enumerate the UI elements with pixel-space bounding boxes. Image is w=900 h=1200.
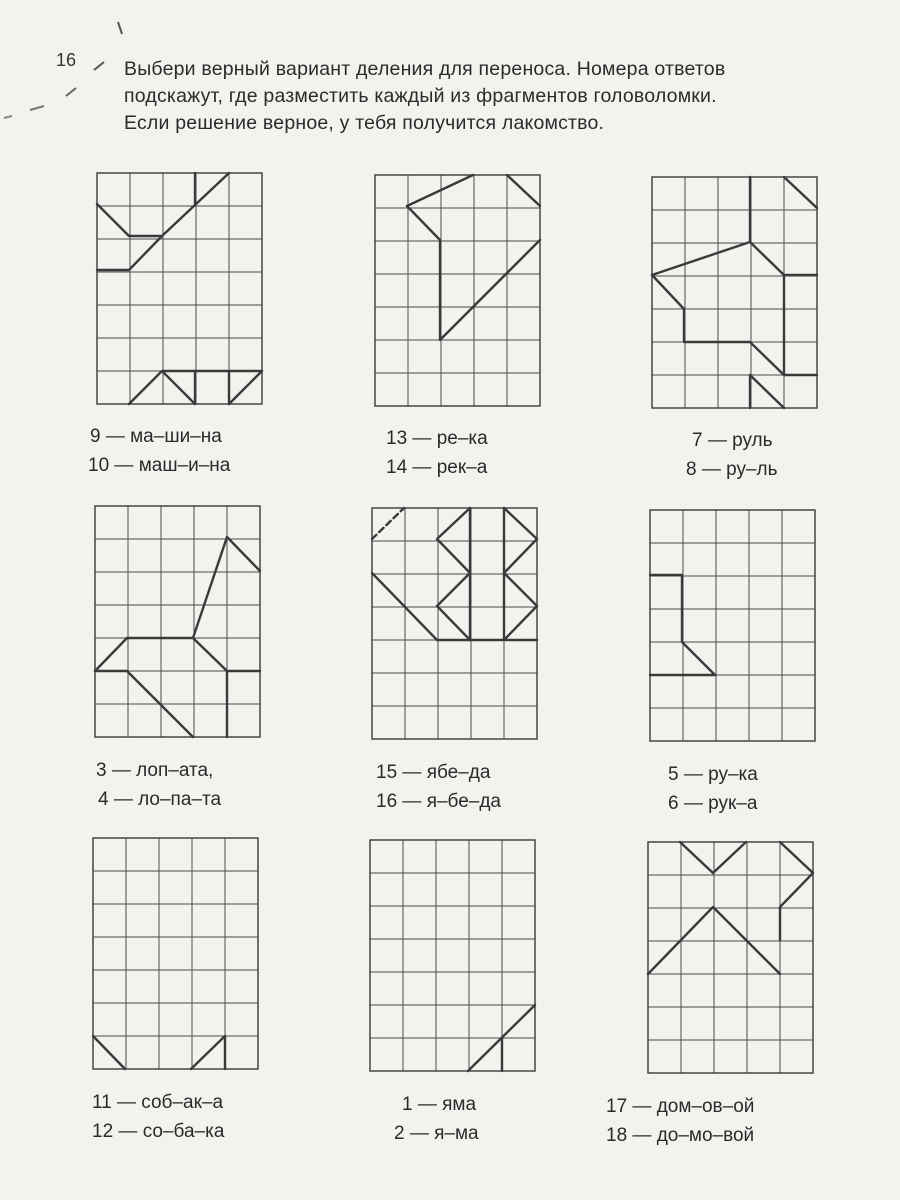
answer-option[interactable]: 6 — рук–а [668, 793, 758, 814]
grid-frame [95, 506, 260, 737]
answer-options-p6 [668, 760, 758, 818]
grid-frame [648, 842, 813, 1073]
answer-option[interactable]: 17 — дом–ов–ой [606, 1096, 755, 1117]
grid-lines [95, 506, 260, 737]
answer-option[interactable]: 7 — руль [692, 430, 773, 451]
answer-option[interactable]: 4 — ло–па–та [98, 789, 222, 810]
grid-lines [648, 842, 813, 1073]
grid-frame [370, 840, 535, 1071]
puzzle-grid-p4 [92, 503, 264, 743]
answer-option[interactable]: 18 — до–мо–вой [606, 1125, 755, 1146]
answer-option[interactable]: 8 — ру–ль [686, 459, 778, 480]
grid-frame [93, 838, 258, 1069]
instruction-line: Если решение верное, у тебя получится лакомство. [124, 112, 605, 134]
puzzle-grid-p6 [647, 507, 819, 747]
puzzle-fragment-lines [97, 173, 262, 404]
answer-option[interactable]: 11 — соб–ак–а [92, 1092, 224, 1113]
answer-option[interactable]: 15 — ябе–да [376, 762, 491, 783]
puzzle-grid-p3 [649, 174, 821, 414]
task-number: 16 [56, 50, 77, 70]
grid-frame [650, 510, 815, 741]
grid-lines [93, 838, 258, 1069]
answer-options-p9 [606, 1092, 754, 1150]
answer-option[interactable]: 12 — со–ба–ка [92, 1121, 225, 1142]
grid-lines [652, 177, 817, 408]
answer-option[interactable]: 13 — ре–ка [386, 428, 488, 449]
grid-lines [375, 175, 540, 406]
answer-option[interactable]: 10 — маш–и–на [88, 455, 231, 476]
puzzle-grid-p2 [372, 172, 544, 412]
puzzle-grid-p5 [369, 505, 541, 745]
puzzle-fragment-lines [95, 537, 260, 737]
grid-lines [97, 173, 262, 404]
puzzle-grid-p8 [367, 837, 539, 1077]
grid-frame [97, 173, 262, 404]
puzzle-grid-p7 [90, 835, 262, 1075]
answer-options-p8 [394, 1090, 479, 1148]
grid-frame [375, 175, 540, 406]
answer-options-p1 [88, 422, 230, 480]
answer-options-p7 [92, 1088, 224, 1146]
task-instructions [124, 56, 864, 137]
answer-option[interactable]: 5 — ру–ка [668, 764, 758, 785]
answer-option[interactable]: 2 — я–ма [394, 1123, 479, 1144]
puzzle-fragment-lines [652, 177, 817, 408]
grid-lines [650, 510, 815, 741]
answer-option[interactable]: 14 — рек–а [386, 457, 488, 478]
puzzle-grid-p9 [645, 839, 817, 1079]
answer-option[interactable]: 1 — яма [402, 1094, 477, 1115]
instruction-line: Выбери верный вариант деления для переноса. Номера ответов [124, 58, 726, 80]
puzzle-grid-p1 [94, 170, 266, 410]
answer-options-p3 [686, 426, 778, 484]
answer-options-p5 [376, 758, 501, 816]
answer-options-p4 [96, 756, 221, 814]
instruction-line: подскажут, где разместить каждый из фрагментов головоломки. [124, 85, 717, 107]
grid-frame [652, 177, 817, 408]
answer-option[interactable]: 3 — лоп–ата, [96, 760, 214, 781]
answer-option[interactable]: 9 — ма–ши–на [90, 426, 222, 447]
answer-options-p2 [386, 424, 488, 482]
answer-option[interactable]: 16 — я–бе–да [376, 791, 502, 812]
grid-lines [370, 840, 535, 1071]
